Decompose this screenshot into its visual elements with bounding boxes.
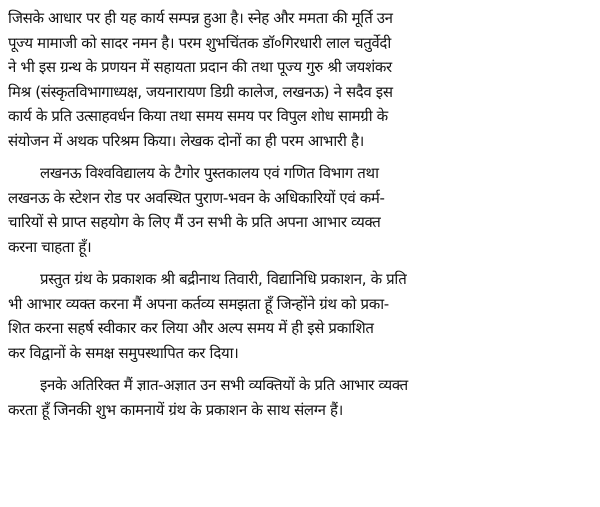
paragraph-4 [8,373,590,422]
text-line: प्रस्तुत ग्रंथ के प्रकाशक श्री बद्रीनाथ तिवारी, विद्यानिधि प्रकाशन, के प्रति [40,270,407,288]
paragraph-2 [8,161,590,259]
text-line: शित करना सहर्ष स्वीकार कर लिया और अल्प समय में ही इसे प्रकाशित [8,319,374,337]
paragraph-gap [8,365,590,373]
text-line: लखनऊ विश्वविद्यालय के टैगोर पुस्तकालय एवं गणित विभाग तथा [40,164,379,182]
text-line: मिश्र (संस्कृतविभागाध्यक्ष, जयनारायण डिग्री कालेज, लखनऊ) ने सदैव इस [8,82,393,101]
text-line: जिसके आधार पर ही यह कार्य सम्पन्न हुआ है। स्नेह और ममता की मूर्ति उन [8,9,393,27]
text-line: पूज्य मामाजी को सादर नमन है। परम शुभचिंतक डॉ०गिरधारी लाल चतुर्वेदी [8,33,391,52]
text-line: ने भी इस ग्रन्थ के प्रणयन में सहायता प्रदान की तथा पूज्य गुरु श्री जयशंकर [8,58,392,76]
paragraph-1 [8,6,590,153]
paragraph-gap [8,153,590,161]
text-line: लखनऊ के स्टेशन रोड पर अवस्थित पुराण-भवन के अधिकारियों एवं कर्म- [8,188,385,207]
text-line: करना चाहता हूँ। [8,237,92,256]
text-line: चारियों से प्राप्त सहयोग के लिए मैं उन सभी के प्रति अपना आभार व्यक्त [8,213,381,231]
text-line: भी आभार व्यक्त करना मैं अपना कर्तव्य समझता हूँ जिन्होंने ग्रंथ को प्रका- [8,294,389,313]
text-line: इनके अतिरिक्त मैं ज्ञात-अज्ञात उन सभी व्यक्तियों के प्रति आभार व्यक्त [40,376,408,394]
paragraph-3 [8,267,590,365]
text-line: कर विद्वानों के समक्ष समुपस्थापित कर दिया। [8,343,239,362]
paragraph-gap [8,259,590,267]
text-line: कार्य के प्रति उत्साहवर्धन किया तथा समय समय पर विपुल शोध सामग्री के [8,107,388,125]
text-line: संयोजन में अथक परिश्रम किया। लेखक दोनों का ही परम आभारी है। [8,131,364,150]
text-line: करता हूँ जिनकी शुभ कामनायें ग्रंथ के प्रकाशन के साथ संलग्न हैं। [8,400,343,419]
